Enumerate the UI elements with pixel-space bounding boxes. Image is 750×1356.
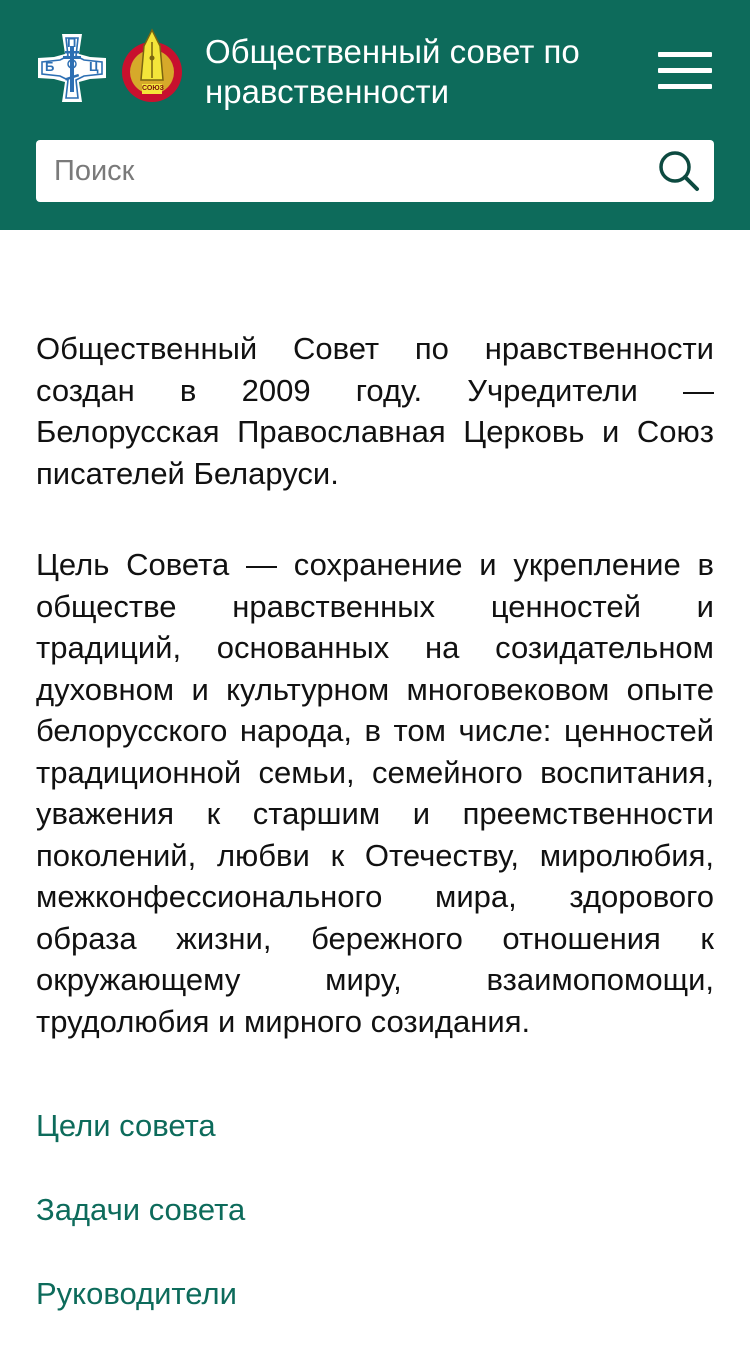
bpc-logo-letter-ts: Ц: [89, 59, 99, 74]
search-icon: [654, 146, 704, 196]
search-input[interactable]: [36, 140, 646, 202]
section-links: [36, 1104, 714, 1356]
menu-button[interactable]: [654, 48, 714, 94]
writers-union-logo-text: СОЮЗ: [142, 85, 164, 92]
intro-paragraph: Общественный Совет по нравственности создан в 2009 году. Учредители — Белорусская Православная Церковь и Союз писателей Беларуси.: [36, 331, 714, 491]
link-leaders[interactable]: Руководители: [36, 1276, 237, 1311]
link-council-goals[interactable]: Цели совета: [36, 1108, 216, 1143]
search-box: [36, 140, 714, 202]
goal-paragraph: Цель Совета — сохранение и укрепление в обществе нравственных ценностей и традиций, основанных на созидательном духовном и культурном многовековом опыте белорусского народа, в том числе: ценностей традиционной семьи, семейного воспитания, уважения к старшим и преемственности поколений, любви к Отечеству, миролюбия, межконфессионального мира, здорового образа жизни, бережного отношения к окружающему миру, взаимопомощи, трудолюбия и мирного созидания.: [36, 547, 714, 1039]
bpc-logo[interactable]: [36, 32, 108, 104]
pen-nib-icon: [120, 28, 184, 106]
bpc-logo-letter-p: П: [67, 35, 77, 50]
site-header: [0, 0, 750, 230]
search-button[interactable]: [654, 146, 704, 196]
site-title[interactable]: Общественный совет по нравственности: [205, 33, 580, 110]
link-council-tasks[interactable]: Задачи совета: [36, 1192, 246, 1227]
writers-union-logo[interactable]: [120, 28, 184, 106]
main-content: [36, 328, 714, 1042]
bpc-logo-letter-b: Б: [45, 59, 55, 74]
